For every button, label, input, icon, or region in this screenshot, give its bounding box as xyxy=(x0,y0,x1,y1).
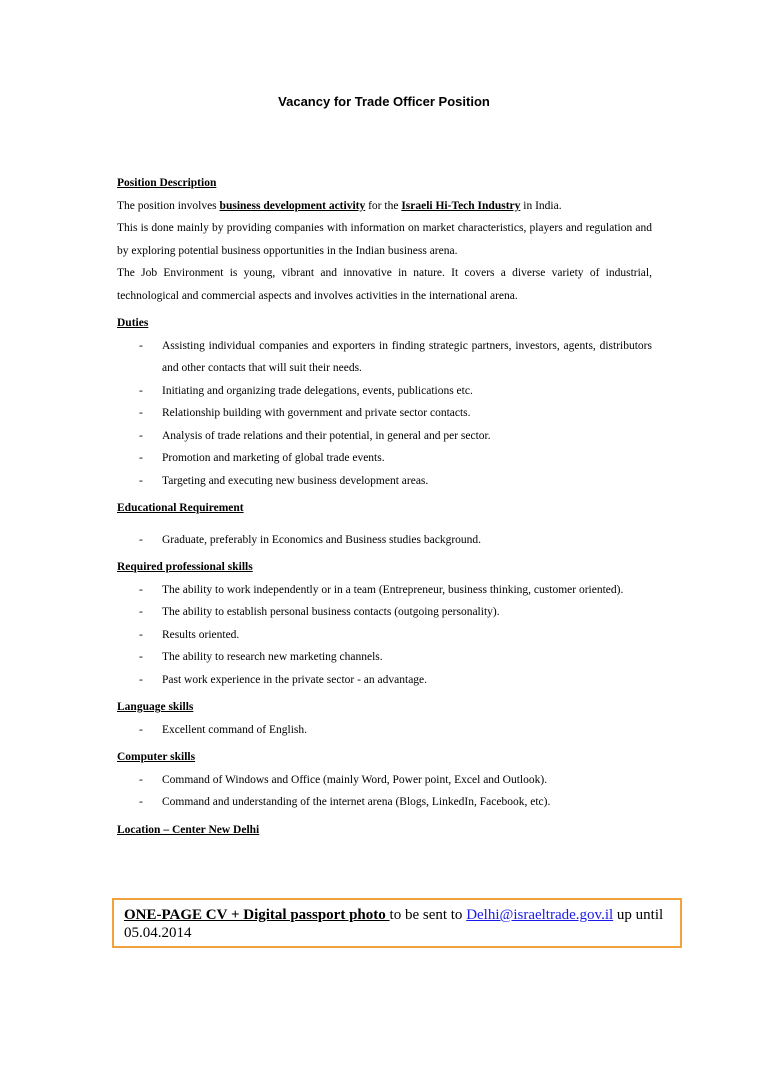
professional-skills-heading: Required professional skills xyxy=(117,561,253,573)
duties-heading: Duties xyxy=(117,317,149,329)
list-item: - The ability to work independently or in a team (Entrepreneur, business thinking, customer oriented). xyxy=(139,583,624,596)
application-notice-box xyxy=(112,898,682,948)
list-item: - Analysis of trade relations and their potential, in general and per sector. xyxy=(139,429,491,442)
position-description-heading: Position Description xyxy=(117,177,217,189)
professional-skills-list xyxy=(117,579,652,692)
position-intro xyxy=(117,195,652,218)
email-link[interactable]: Delhi@israeltrade.gov.il xyxy=(466,907,614,923)
list-item: - Initiating and organizing trade delegations, events, publications etc. xyxy=(139,384,473,397)
intro-text-end: in India. xyxy=(520,199,562,212)
location-heading: Location – Center New Delhi xyxy=(117,823,260,836)
list-item: - The ability to research new marketing channels. xyxy=(139,651,383,663)
education-list xyxy=(117,529,652,552)
computer-skills-heading: Computer skills xyxy=(117,751,196,763)
list-item: - Excellent command of English. xyxy=(139,723,307,736)
list-item: - The ability to establish personal business contacts (outgoing personality). xyxy=(139,606,500,618)
computer-skills-list xyxy=(117,769,652,814)
list-item: - Assisting individual companies and exporters in finding strategic partners, investors, agents, distributors and other contacts that will suit their needs. xyxy=(139,339,652,374)
education-heading: Educational Requirement xyxy=(117,502,244,514)
list-item: - Past work experience in the private sector - an advantage. xyxy=(139,673,428,686)
list-item: - Relationship building with government and private sector contacts. xyxy=(139,407,471,419)
list-item: - Promotion and marketing of global trade events. xyxy=(139,452,385,464)
list-item: - Command and understanding of the internet arena (Blogs, LinkedIn, Facebook, etc). xyxy=(139,796,551,808)
list-item: - Graduate, preferably in Economics and Business studies background. xyxy=(139,533,482,546)
israeli-hitech-emphasis: Israeli Hi-Tech Industry xyxy=(401,199,521,212)
notice-deadline: up until 05.04.2014 xyxy=(124,907,664,941)
list-item: - Command of Windows and Office (mainly Word, Power point, Excel and Outlook). xyxy=(139,773,548,786)
language-skills-list xyxy=(117,719,652,742)
list-item: - Results oriented. xyxy=(139,628,240,641)
cv-requirement: ONE-PAGE CV + Digital passport photo xyxy=(124,907,390,923)
list-item: - Targeting and executing new business development areas. xyxy=(139,474,429,487)
intro-text-mid: for the xyxy=(365,199,402,212)
intro-text-start: The position involves xyxy=(117,199,220,212)
document-title: Vacancy for Trade Officer Position xyxy=(278,94,490,109)
position-paragraph-3: The Job Environment is young, vibrant and innovative in nature. It covers a diverse variety of industrial, technological and commercial aspects and involves activities in the international arena. xyxy=(117,267,652,302)
document-body xyxy=(117,172,652,841)
business-development-emphasis: business development activity xyxy=(219,199,366,212)
language-skills-heading: Language skills xyxy=(117,701,194,713)
position-paragraph-2: This is done mainly by providing companies with information on market characteristics, players and regulation and by exploring potential business opportunities in the Indian business arena. xyxy=(117,222,652,257)
notice-mid-text: to be sent to xyxy=(389,907,467,923)
duties-list xyxy=(117,335,652,493)
